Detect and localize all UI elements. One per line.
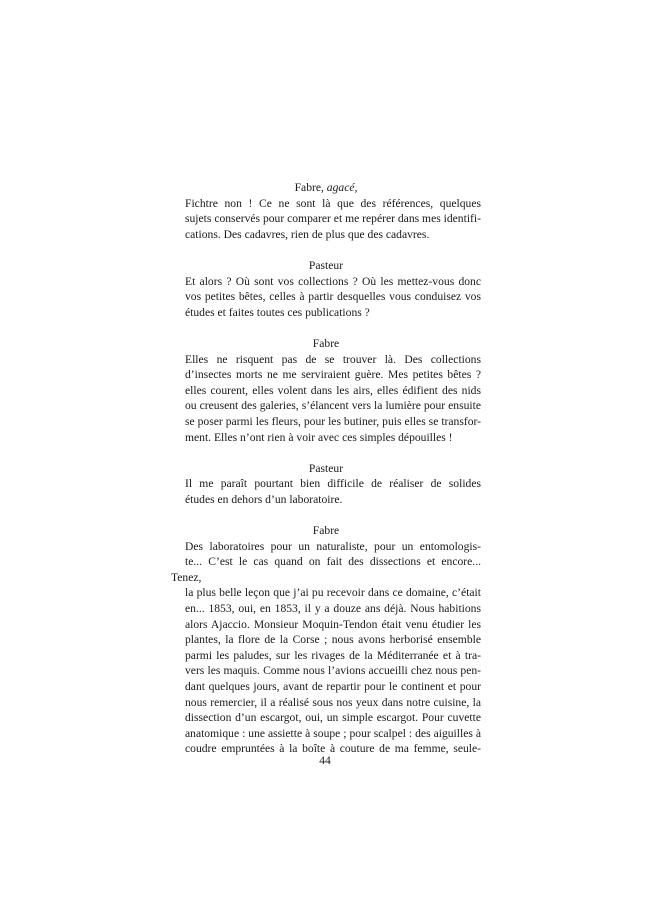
text-line: études en dehors d’un laboratoire. [185, 492, 343, 506]
text-line: d’insectes morts ne me serviraient guère. Mes petites bêtes ? [185, 368, 481, 382]
text-line: études et faites toutes ces publications ? [185, 305, 370, 319]
speaker-label: Fabre, [294, 181, 324, 194]
speaker-name: Fabre [312, 524, 340, 538]
text-line: alors Ajaccio. Monsieur Moquin-Tendon était venu étudier les [185, 617, 481, 631]
text-line: dant quelques jours, avant de repartir pour le continent et pour [185, 680, 481, 693]
text-line: ou creusent des galeries, s’élancent vers la lumière pour ensuite [185, 399, 481, 413]
text-line: se poser parmi les fleurs, pour les butiner, puis elles se transfor- [185, 414, 481, 428]
speaker-name [171, 180, 481, 196]
speaker-name: Fabre [312, 336, 340, 350]
text-line: en... 1853, oui, en 1853, il y a douze ans déjà. Nous habitions [185, 602, 481, 616]
text-line: Fichtre non ! Ce ne sont là que des références, quelques [185, 196, 481, 210]
page-number: 44 [319, 754, 331, 767]
text-line: plantes, la flore de la Corse ; nous avons herborisé ensemble [185, 633, 481, 647]
text-line: Elles ne risquent pas de se trouver là. Des collections [185, 352, 481, 366]
text-line: anatomique : une assiette à soupe ; pour scalpel : des aiguilles à [185, 726, 481, 740]
text-line: ment. Elles n’ont rien à voir avec ces simples dépouilles ! [185, 430, 453, 444]
text-line: coudre empruntées à la boîte à couture de ma femme, seule- [185, 742, 481, 756]
dialogue-paragraph [171, 539, 481, 757]
text-line: la plus belle leçon que j’ai pu recevoir dans ce domaine, c’était [185, 586, 481, 600]
text-line: vers les maquis. Comme nous l’avions accueilli chez nous pen- [185, 664, 481, 678]
text-line: vos petites bêtes, celles à partir desquelles vous conduisez vos [185, 290, 481, 304]
dialogue-paragraph [171, 274, 481, 321]
dialogue-paragraph [171, 196, 481, 243]
text-line: te... C’est le cas quand on fait des dissections et encore... Tenez, [171, 555, 481, 584]
text-line: parmi les paludes, sur les rivages de la Méditerranée et à tra- [185, 648, 481, 662]
stage-direction: agacé, [326, 181, 358, 194]
text-line: Des laboratoires pour un naturaliste, pour un entomologis- [185, 539, 481, 553]
text-line: cations. Des cadavres, rien de plus que des cadavres. [185, 227, 430, 241]
text-line: Il me paraît pourtant bien difficile de réaliser de solides [185, 477, 481, 491]
dialogue-paragraph [171, 476, 481, 507]
text-line: nous remercier, il a réalisé sous nos yeux dans notre cuisine, la [185, 695, 481, 709]
speaker-name: Pasteur [308, 461, 344, 475]
dialogue-text [171, 180, 481, 757]
text-line: Et alors ? Où sont vos collections ? Où les mettez-vous donc [185, 274, 481, 288]
speaker-name: Pasteur [308, 258, 344, 272]
dialogue-paragraph [171, 352, 481, 446]
text-line: sujets conservés pour comparer et me repérer dans mes identifi- [185, 212, 481, 226]
text-line: dissection d’un escargot, oui, un simple escargot. Pour cuvette [185, 711, 481, 725]
text-line: elles courent, elles volent dans les airs, elles édifient des nids [185, 383, 481, 397]
